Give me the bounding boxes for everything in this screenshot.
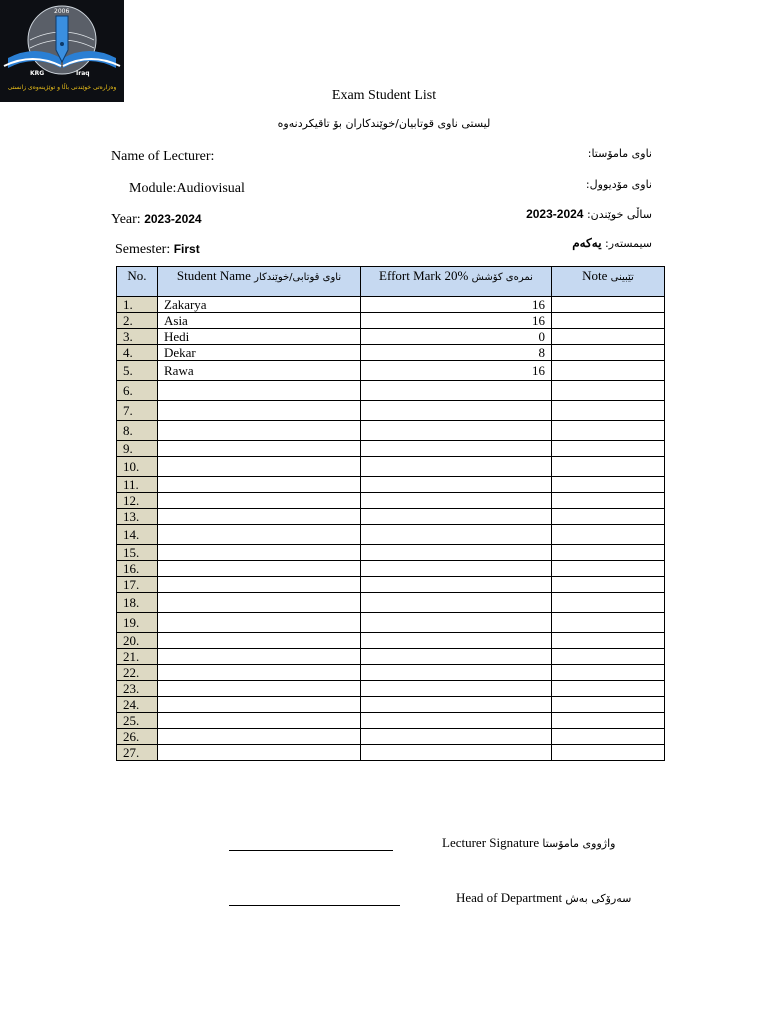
effort-mark-cell	[361, 745, 552, 761]
table-row	[117, 633, 665, 649]
head-of-department-label-ku: سەرۆکی بەش	[565, 892, 632, 905]
university-logo	[0, 0, 124, 102]
table-row	[117, 457, 665, 477]
note-cell	[552, 421, 665, 441]
row-number: 21.	[117, 649, 158, 665]
year-value: 2023-2024	[144, 212, 202, 226]
table-row	[117, 681, 665, 697]
head-of-department-label-en: Head of Department	[456, 890, 563, 905]
row-number: 6.	[117, 381, 158, 401]
table-header-row	[117, 267, 665, 297]
row-number: 9.	[117, 441, 158, 457]
effort-mark-cell	[361, 633, 552, 649]
header-note	[552, 267, 665, 297]
table-row	[117, 561, 665, 577]
table-row	[117, 493, 665, 509]
row-number: 17.	[117, 577, 158, 593]
note-cell	[552, 697, 665, 713]
lecturer-name-label-kurdish: :ناوی مامۆستا	[587, 147, 652, 160]
student-name-cell	[158, 401, 361, 421]
note-cell	[552, 561, 665, 577]
table-row	[117, 593, 665, 613]
note-cell	[552, 457, 665, 477]
lecturer-signature-label-en: Lecturer Signature	[442, 835, 540, 850]
row-number: 25.	[117, 713, 158, 729]
head-of-department-label	[456, 890, 631, 906]
effort-mark-cell	[361, 457, 552, 477]
effort-mark-cell	[361, 509, 552, 525]
student-name-cell	[158, 713, 361, 729]
student-name-cell	[158, 381, 361, 401]
table-row	[117, 441, 665, 457]
effort-mark-cell	[361, 421, 552, 441]
note-cell	[552, 525, 665, 545]
row-number: 10.	[117, 457, 158, 477]
row-number: 26.	[117, 729, 158, 745]
note-cell	[552, 477, 665, 493]
effort-mark-cell	[361, 697, 552, 713]
effort-mark-cell	[361, 525, 552, 545]
note-cell	[552, 713, 665, 729]
table-row	[117, 381, 665, 401]
lecturer-signature-label-ku: واژووی مامۆستا	[542, 837, 616, 850]
student-name-cell	[158, 457, 361, 477]
student-name-cell	[158, 493, 361, 509]
table-row	[117, 477, 665, 493]
header-student-name	[158, 267, 361, 297]
note-cell	[552, 345, 665, 361]
header-student-name-en: Student Name	[176, 268, 251, 283]
effort-mark-cell	[361, 477, 552, 493]
table-row	[117, 713, 665, 729]
table-row	[117, 545, 665, 561]
row-number: 24.	[117, 697, 158, 713]
note-cell	[552, 313, 665, 329]
table-row	[117, 361, 665, 381]
effort-mark-cell	[361, 613, 552, 633]
effort-mark-cell	[361, 681, 552, 697]
effort-mark-cell: 16	[361, 297, 552, 313]
year-value-kurdish: 2024-2023	[526, 207, 584, 221]
lecturer-name-label: Name of Lecturer:	[111, 149, 215, 164]
student-name-cell	[158, 477, 361, 493]
table-row	[117, 525, 665, 545]
module-label-kurdish: :ناوی مۆدیوول	[585, 178, 652, 191]
student-name-cell	[158, 649, 361, 665]
table-row	[117, 297, 665, 313]
header-note-en: Note	[582, 268, 608, 283]
semester-field-kurdish	[572, 236, 652, 250]
header-effort-mark-en: Effort Mark 20%	[379, 268, 469, 283]
student-name-cell	[158, 633, 361, 649]
table-row	[117, 729, 665, 745]
effort-mark-cell: 16	[361, 361, 552, 381]
year-label: Year:	[111, 212, 145, 227]
note-cell	[552, 649, 665, 665]
row-number: 20.	[117, 633, 158, 649]
student-name-cell: Hedi	[158, 329, 361, 345]
year-label-kurdish: ساڵی خوێندن:	[583, 208, 652, 221]
row-number: 4.	[117, 345, 158, 361]
logo-text-krg: KRG	[30, 70, 45, 77]
student-name-cell	[158, 729, 361, 745]
student-name-cell: Dekar	[158, 345, 361, 361]
semester-label: Semester:	[115, 242, 174, 257]
head-signature-line	[229, 905, 400, 906]
note-cell	[552, 681, 665, 697]
lecturer-signature-line	[229, 850, 393, 851]
student-name-cell: Asia	[158, 313, 361, 329]
note-cell	[552, 545, 665, 561]
year-field	[111, 212, 202, 228]
header-effort-mark	[361, 267, 552, 297]
effort-mark-cell: 0	[361, 329, 552, 345]
student-name-cell	[158, 593, 361, 613]
table-row	[117, 649, 665, 665]
effort-mark-cell: 16	[361, 313, 552, 329]
row-number: 22.	[117, 665, 158, 681]
note-cell	[552, 441, 665, 457]
header-effort-mark-ku: نمرەی کۆشش	[471, 272, 533, 283]
note-cell	[552, 493, 665, 509]
effort-mark-cell	[361, 649, 552, 665]
note-cell	[552, 633, 665, 649]
effort-mark-cell	[361, 493, 552, 509]
row-number: 23.	[117, 681, 158, 697]
table-row	[117, 613, 665, 633]
table-row	[117, 313, 665, 329]
student-name-cell	[158, 613, 361, 633]
table-row	[117, 577, 665, 593]
effort-mark-cell	[361, 593, 552, 613]
table-row	[117, 509, 665, 525]
semester-field	[115, 242, 200, 258]
logo-text-iraq: Iraq	[76, 70, 90, 77]
effort-mark-cell	[361, 401, 552, 421]
semester-label-kurdish: سیمستەر:	[601, 237, 652, 250]
student-name-cell	[158, 681, 361, 697]
table-row	[117, 745, 665, 761]
student-name-cell	[158, 421, 361, 441]
row-number: 2.	[117, 313, 158, 329]
table-row	[117, 345, 665, 361]
student-name-cell: Zakarya	[158, 297, 361, 313]
note-cell	[552, 329, 665, 345]
row-number: 19.	[117, 613, 158, 633]
note-cell	[552, 593, 665, 613]
logo-year: 2006	[54, 8, 70, 15]
effort-mark-cell	[361, 729, 552, 745]
effort-mark-cell	[361, 545, 552, 561]
row-number: 12.	[117, 493, 158, 509]
row-number: 14.	[117, 525, 158, 545]
student-name-cell	[158, 745, 361, 761]
effort-mark-cell	[361, 577, 552, 593]
effort-mark-cell	[361, 713, 552, 729]
student-name-cell	[158, 697, 361, 713]
student-name-cell	[158, 545, 361, 561]
effort-mark-cell	[361, 441, 552, 457]
note-cell	[552, 361, 665, 381]
lecturer-signature-label	[442, 835, 615, 851]
note-cell	[552, 613, 665, 633]
student-name-cell	[158, 441, 361, 457]
page-subtitle-kurdish: لیستی ناوی قوتابیان/خوێندکاران بۆ تاقیکردنەوە	[277, 117, 491, 130]
note-cell	[552, 665, 665, 681]
effort-mark-cell	[361, 561, 552, 577]
table-row	[117, 665, 665, 681]
effort-mark-cell: 8	[361, 345, 552, 361]
semester-value-kurdish: یەکەم	[572, 236, 602, 250]
note-cell	[552, 381, 665, 401]
row-number: 3.	[117, 329, 158, 345]
module-label: Module:Audiovisual	[129, 181, 245, 196]
student-name-cell	[158, 577, 361, 593]
row-number: 27.	[117, 745, 158, 761]
semester-value: First	[173, 242, 200, 256]
note-cell	[552, 745, 665, 761]
effort-mark-cell	[361, 665, 552, 681]
row-number: 15.	[117, 545, 158, 561]
header-number: No.	[117, 267, 158, 297]
logo-caption: وەزارەتی خوێندنی باڵا و توێژینەوەی زانستی	[7, 84, 117, 91]
header-student-name-ku: ناوی قوتابی/خوێندکار	[254, 272, 342, 283]
note-cell	[552, 729, 665, 745]
page-title: Exam Student List	[331, 88, 437, 103]
row-number: 13.	[117, 509, 158, 525]
student-name-cell: Rawa	[158, 361, 361, 381]
year-field-kurdish	[526, 207, 652, 221]
table-body	[117, 297, 665, 761]
row-number: 16.	[117, 561, 158, 577]
row-number: 5.	[117, 361, 158, 381]
row-number: 1.	[117, 297, 158, 313]
note-cell	[552, 577, 665, 593]
student-name-cell	[158, 509, 361, 525]
student-name-cell	[158, 561, 361, 577]
student-name-cell	[158, 525, 361, 545]
note-cell	[552, 401, 665, 421]
effort-mark-cell	[361, 381, 552, 401]
student-name-cell	[158, 665, 361, 681]
table-row	[117, 421, 665, 441]
table-row	[117, 697, 665, 713]
row-number: 8.	[117, 421, 158, 441]
note-cell	[552, 297, 665, 313]
row-number: 7.	[117, 401, 158, 421]
row-number: 18.	[117, 593, 158, 613]
note-cell	[552, 509, 665, 525]
table-row	[117, 401, 665, 421]
header-note-ku: تێبینی	[610, 272, 634, 283]
row-number: 11.	[117, 477, 158, 493]
table-row	[117, 329, 665, 345]
student-table	[116, 266, 665, 761]
